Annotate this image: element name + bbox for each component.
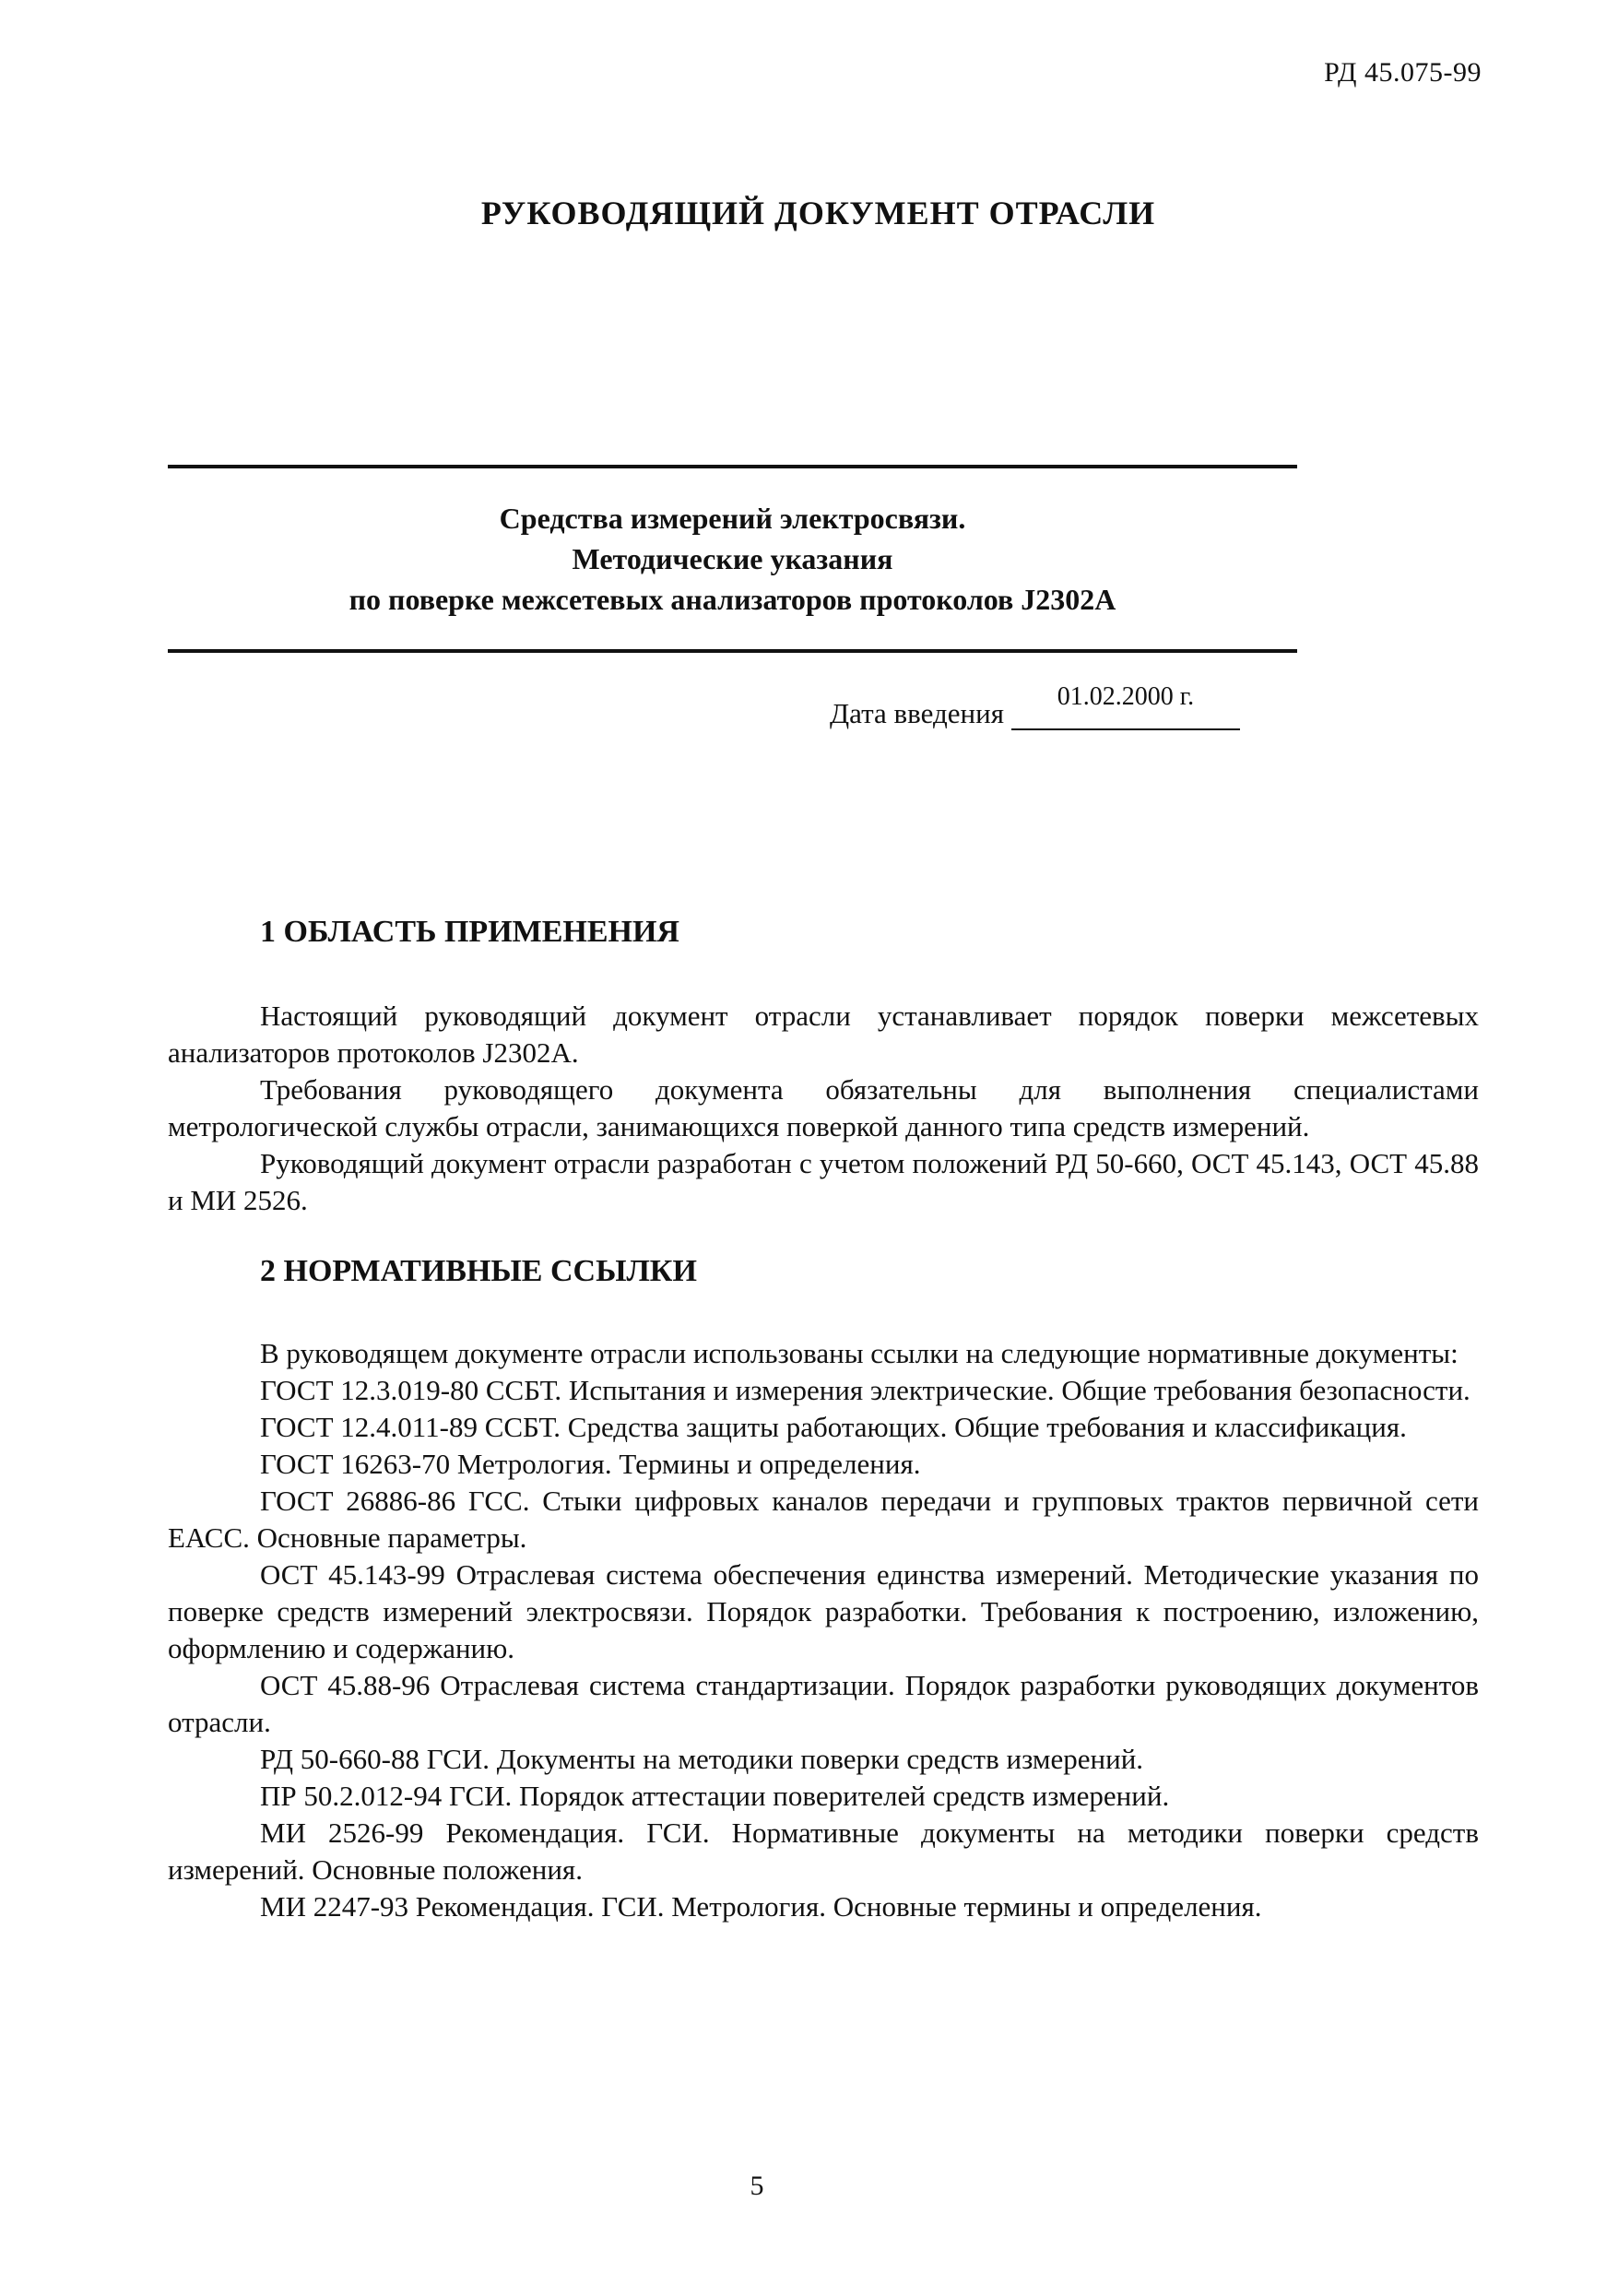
title-line: Методические указания <box>572 542 893 575</box>
date-label: Дата введения <box>830 697 1004 729</box>
section-1-title: 1 ОБЛАСТЬ ПРИМЕНЕНИЯ <box>260 915 679 949</box>
reference-item: ПР 50.2.012-94 ГСИ. Порядок аттестации поверителей средств измерений. <box>260 1780 1170 1812</box>
paragraph: Настоящий руководящий документ отрасли устанавливает порядок поверки межсетевых анализаторов протоколов J2302A. <box>168 1000 1479 1069</box>
paragraph: Требования руководящего документа обязательны для выполнения специалистами метрологической службы отрасли, занимающихся поверкой данного типа средств измерений. <box>168 1073 1479 1142</box>
section-2-body <box>168 1335 1479 1925</box>
document-header: РУКОВОДЯЩИЙ ДОКУМЕНТ ОТРАСЛИ <box>480 195 1156 231</box>
paragraph: В руководящем документе отрасли использованы ссылки на следующие нормативные документы: <box>260 1337 1459 1369</box>
reference-item: ГОСТ 26886-86 ГСС. Стыки цифровых каналов передачи и групповых трактов первичной сети ЕАСС. Основные параметры. <box>168 1485 1479 1554</box>
date-field <box>1011 684 1240 730</box>
section-2-title: 2 НОРМАТИВНЫЕ ССЫЛКИ <box>260 1254 697 1288</box>
reference-item: РД 50-660-88 ГСИ. Документы на методики поверки средств измерений. <box>260 1743 1144 1775</box>
reference-item: ОСТ 45.88-96 Отраслевая система стандартизации. Порядок разработки руководящих документов отрасли. <box>168 1669 1479 1738</box>
reference-item: ГОСТ 16263-70 Метрология. Термины и определения. <box>260 1448 921 1480</box>
title-bottom-rule <box>168 649 1297 653</box>
reference-item: ГОСТ 12.4.011-89 ССБТ. Средства защиты работающих. Общие требования и классификация. <box>260 1411 1407 1443</box>
document-title <box>168 498 1297 620</box>
reference-item: ГОСТ 12.3.019-80 ССБТ. Испытания и измерения электрические. Общие требования безопасности. <box>260 1374 1470 1406</box>
reference-item: МИ 2526-99 Рекомендация. ГСИ. Нормативные документы на методики поверки средств измерений. Основные положения. <box>168 1817 1479 1886</box>
reference-item: ОСТ 45.143-99 Отраслевая система обеспечения единства измерений. Методические указания по поверке средств измерений электросвязи. Порядок разработки. Требования к построению, изложению, оформлению и содержанию. <box>168 1558 1479 1664</box>
introduction-date <box>830 684 1240 730</box>
title-line: по поверке межсетевых анализаторов протоколов J2302A <box>348 583 1116 616</box>
section-1-body <box>168 998 1479 1219</box>
reference-item: МИ 2247-93 Рекомендация. ГСИ. Метрология. Основные термины и определения. <box>260 1890 1262 1923</box>
title-line: Средства измерений электросвязи. <box>499 502 966 535</box>
page-number: 5 <box>750 2171 764 2201</box>
title-top-rule <box>168 465 1297 468</box>
date-value: 01.02.2000 г. <box>1057 682 1195 711</box>
document-code: РД 45.075-99 <box>1324 57 1482 88</box>
paragraph: Руководящий документ отрасли разработан с учетом положений РД 50-660, ОСТ 45.143, ОСТ 45.88 и МИ 2526. <box>168 1147 1479 1216</box>
